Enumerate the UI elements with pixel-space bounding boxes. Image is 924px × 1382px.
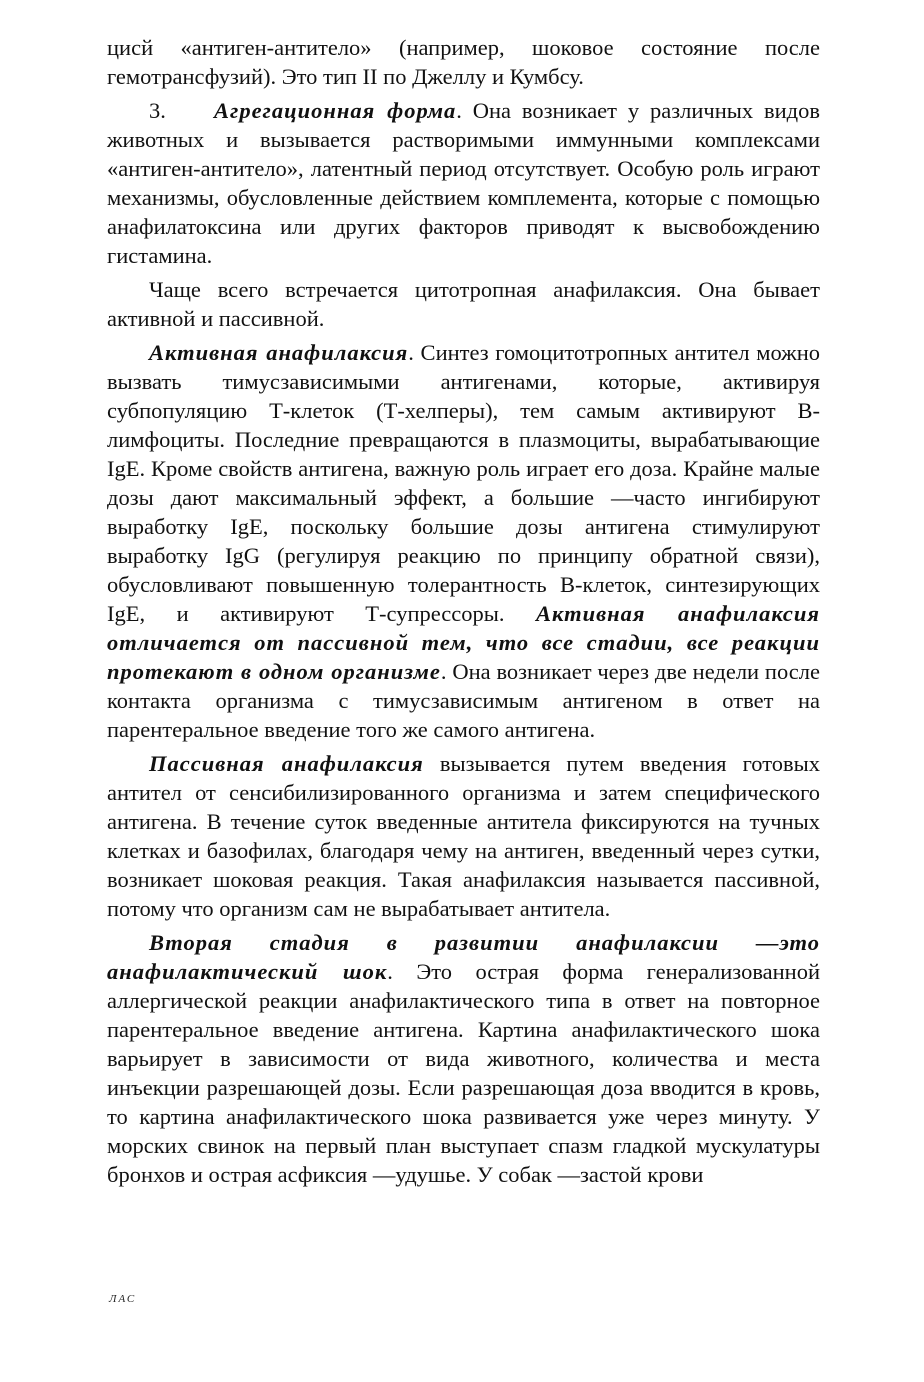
term-heading: Агрегационная форма — [214, 98, 457, 123]
paragraph-continuation — [107, 33, 820, 91]
term-heading: Вторая стадия в развитии анафилаксии —это анафилактический шок — [107, 930, 820, 984]
paragraph-text: . Она возникает у различных видов животных и вызывается растворимыми иммунными комплексами «антиген-антитело», латентный период отсутствует. Особую роль играют механизмы, обусловленные действием комплемента, которые с помощью анафилатоксина или других факторов приводят к высвобождению гистамина. — [107, 98, 821, 268]
term-heading: Активная анафилаксия — [149, 340, 409, 365]
paragraph-text: Чаще всего встречается цитотропная анафилаксия. Она бывает активной и пассивной. — [107, 277, 820, 331]
term-heading: Пассивная анафилаксия — [149, 751, 424, 776]
paragraph-passive-anaphylaxis — [107, 749, 820, 923]
paragraph-text: . Синтез гомоцитотропных антител можно вызвать тимусзависимыми антигенами, которые, активируя субпопуляцию Т-клеток (Т-хелперы), тем самым активируют В-лимфоциты. Последние превращаются в плазмоциты, вырабатывающие IgE. Кроме свойств антигена, важную роль играет его доза. Крайне малые дозы дают максимальный эффект, а большие —часто ингибируют выработку IgE, поскольку большие дозы антигена стимулируют выработку IgG (регулируя реакцию по принципу обратной связи), обусловливают повышенную толерантность В-клеток, синтезирующих IgE, и активируют Т-супрессоры. — [107, 340, 820, 626]
page-body — [107, 33, 820, 1194]
emphasis-text: Активная анафилаксия отличается от пассивной тем, что все стадии, все реакции протекают в одном организме — [107, 601, 820, 684]
paragraph-text: вызывается путем введения готовых антител от сенсибилизированного организма и затем специфического антигена. В течение суток введенные антитела фиксируются на тучных клетках и базофилах, благодаря чему на антиген, введенный через сутки, возникает шоковая реакция. Такая анафилаксия называется пассивной, потому что организм сам не вырабатывает антитела. — [107, 751, 820, 921]
paragraph-text: . Это острая форма генерализованной аллергической реакции анафилактического типа в ответ на повторное парентеральное введение антигена. Картина анафилактического шока варьирует в зависимости от вида животного, количества и места инъекции разрешающей дозы. Если разрешающая доза вводится в кровь, то картина анафилактического шока развивается уже через минуту. У морских свинок на первый план выступает спазм гладкой мускулатуры бронхов и острая асфиксия —удушье. У собак —застой крови — [107, 959, 821, 1187]
paragraph-aggregation-form — [107, 96, 820, 270]
paragraph-cytotropic — [107, 275, 820, 333]
footer-mark: ЛАС — [109, 1293, 137, 1305]
paragraph-active-anaphylaxis — [107, 338, 820, 744]
paragraph-text: цисй «антиген-антитело» (например, шоковое состояние после гемотрансфузий). Это тип II по Джеллу и Кумбсу. — [107, 35, 820, 89]
paragraph-tail: . Она возникает через две недели после контакта организма с тимусзависимым антигеном в ответ на парентеральное введение того же самого антигена. — [107, 659, 820, 742]
paragraph-anaphylactic-shock — [107, 928, 820, 1189]
list-number: 3. — [149, 98, 166, 123]
